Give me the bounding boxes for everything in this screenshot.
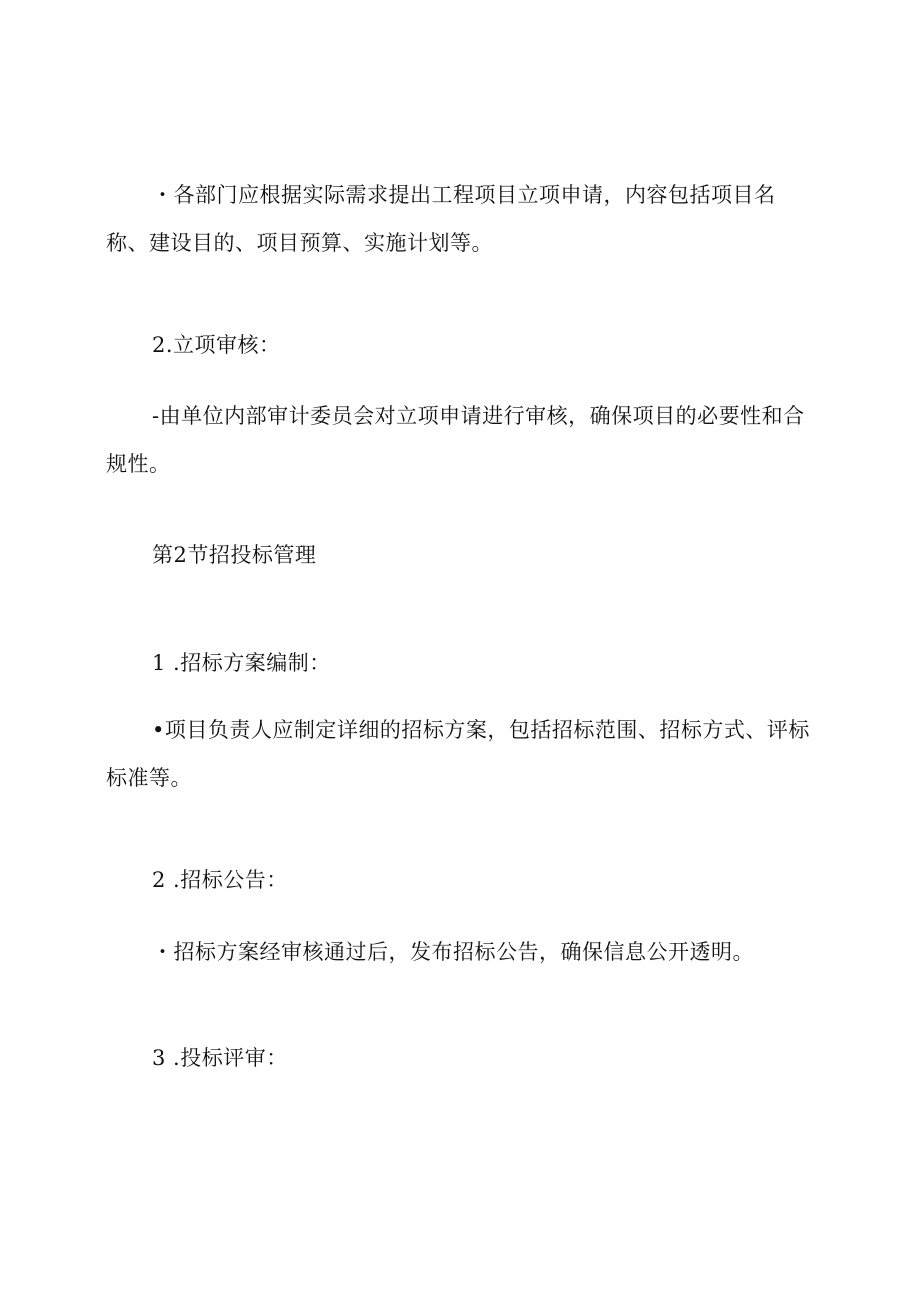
bidding-plan-text-line-2: 标准等。	[106, 766, 192, 790]
project-application-text-line-2: 称、建设目的、项目预算、实施计划等。	[106, 231, 493, 255]
bidding-plan-heading: 1 .招标方案编制：	[152, 651, 331, 675]
project-review-heading: 2.立项审核：	[152, 333, 281, 357]
bidding-plan-text-line-1: •项目负责人应制定详细的招标方案，包括招标范围、招标方式、评标	[152, 718, 810, 742]
project-review-text-line-1: -由单位内部审计委员会对立项申请进行审核，确保项目的必要性和合	[152, 404, 805, 428]
project-application-text-line-1: ・各部门应根据实际需求提出工程项目立项申请，内容包括项目名	[152, 183, 776, 207]
bidding-notice-text: ・招标方案经审核通过后，发布招标公告，确保信息公开透明。	[152, 940, 754, 964]
bid-evaluation-heading: 3 .投标评审：	[152, 1046, 288, 1070]
project-review-text-line-2: 规性。	[106, 452, 171, 476]
bidding-notice-heading: 2 .招标公告：	[152, 868, 288, 892]
section-title: 第2节招投标管理	[152, 543, 317, 567]
